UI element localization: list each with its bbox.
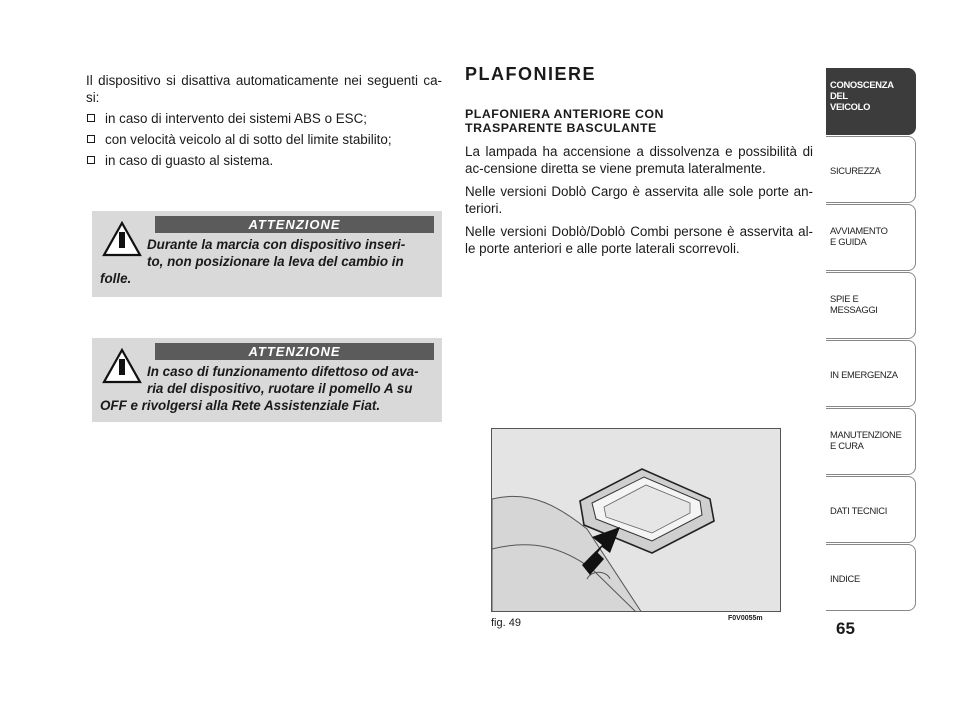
- warning-text: In caso di funzionamento difettoso od ava- ria del dispositivo, ruotare il pomello A su OFF e rivolgersi alla Rete Assistenziale Fiat.: [100, 364, 419, 413]
- warning-box: [92, 338, 442, 422]
- warning-triangle-icon: [102, 221, 142, 257]
- intro-text: Il dispositivo si disattiva automaticamente nei seguenti ca-si:: [86, 73, 442, 105]
- paragraph: La lampada ha accensione a dissolvenza e possibilità di ac-censione diretta se viene premuta lateralmente.: [465, 144, 813, 176]
- bullet-item: con velocità veicolo al di sotto del limite stabilito;: [86, 131, 442, 148]
- tab-dati-tecnici[interactable]: DATI TECNICI: [826, 476, 916, 543]
- left-column: [86, 72, 442, 173]
- tab-indice[interactable]: INDICE: [826, 544, 916, 611]
- section-title: PLAFONIERE: [465, 64, 597, 84]
- figure-illustration: [491, 428, 781, 612]
- right-column: [465, 66, 813, 263]
- figure-code: F0V0055m: [728, 615, 763, 622]
- tab-avviamento-e-guida[interactable]: AVVIAMENTO E GUIDA: [826, 204, 916, 271]
- warning-box: [92, 211, 442, 297]
- checkbox-bullet-icon: [87, 156, 95, 164]
- checkbox-bullet-icon: [87, 135, 95, 143]
- section-subtitle: PLAFONIERA ANTERIORE CON TRASPARENTE BASCULANTE: [465, 107, 665, 135]
- tab-manutenzione-e-cura[interactable]: MANUTENZIONE E CURA: [826, 408, 916, 475]
- warning-heading: ATTENZIONE: [155, 343, 434, 360]
- warning-triangle-icon: [102, 348, 142, 384]
- tab-sicurezza[interactable]: SICUREZZA: [826, 136, 916, 203]
- paragraph: Nelle versioni Doblò Cargo è asservita alle sole porte an-teriori.: [465, 184, 813, 216]
- checkbox-bullet-icon: [87, 114, 95, 122]
- tab-in-emergenza[interactable]: IN EMERGENZA: [826, 340, 916, 407]
- tab-spie-e-messaggi[interactable]: SPIE E MESSAGGI: [826, 272, 916, 339]
- bullet-item: in caso di guasto al sistema.: [86, 152, 442, 169]
- bullet-item: in caso di intervento dei sistemi ABS o ESC;: [86, 110, 442, 127]
- paragraph: Nelle versioni Doblò/Doblò Combi persone è asservita al-le porte anteriori e alle porte laterali scorrevoli.: [465, 224, 813, 256]
- warning-text: Durante la marcia con dispositivo inseri- to, non posizionare la leva del cambio in folle.: [100, 237, 406, 286]
- warning-heading: ATTENZIONE: [155, 216, 434, 233]
- page-number: 65: [836, 619, 855, 638]
- ceiling-lamp-illustration: [492, 429, 781, 612]
- chapter-sidebar: [826, 68, 916, 612]
- tab-conoscenza-del-veicolo[interactable]: CONOSCENZA DEL VEICOLO: [826, 68, 916, 135]
- figure-label: fig. 49: [491, 617, 521, 629]
